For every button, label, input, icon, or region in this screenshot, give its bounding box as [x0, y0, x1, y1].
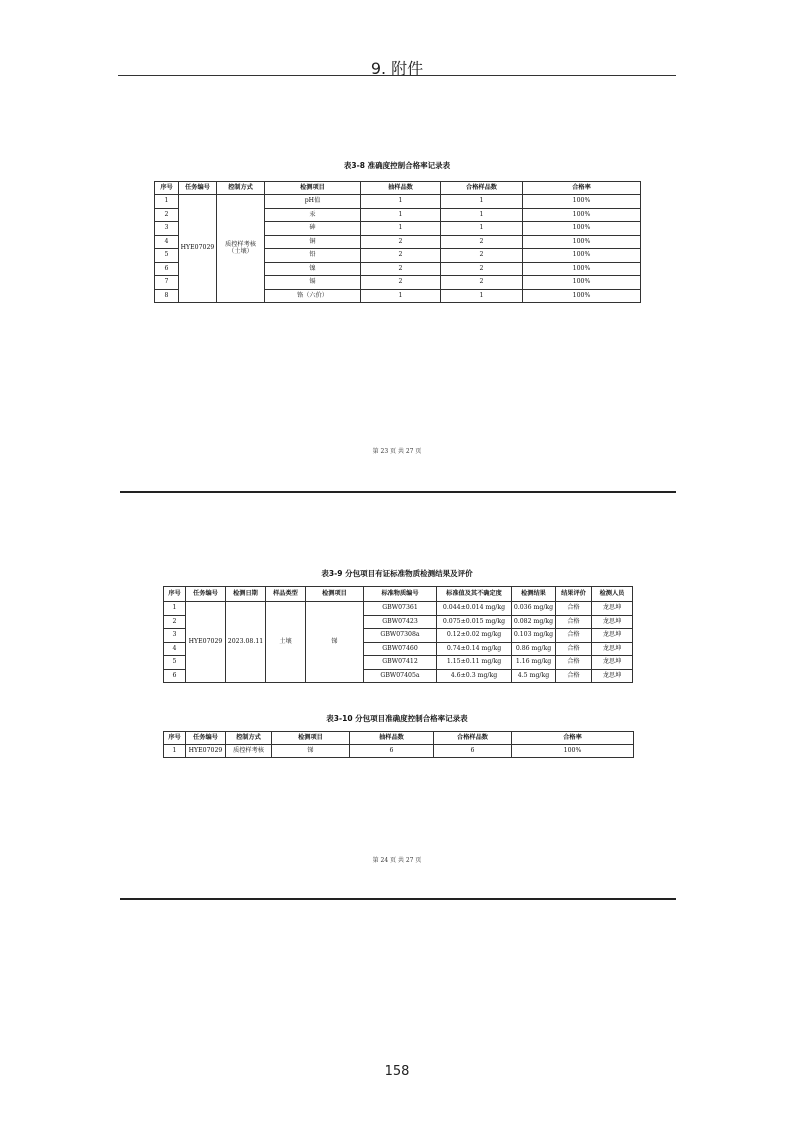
cell-count: 6	[350, 744, 434, 758]
cell-item: 铅	[265, 249, 361, 263]
cell-no: 5	[155, 249, 179, 263]
cell-ref: GBW07460	[364, 642, 437, 656]
table2-col-no: 序号	[164, 587, 186, 602]
cell-result: 4.5 mg/kg	[512, 669, 556, 683]
cell-method: 质控样考核	[226, 744, 272, 758]
cell-rate: 100%	[523, 249, 641, 263]
cell-person: 龙思坤	[592, 642, 633, 656]
table1-col-method: 控制方式	[217, 182, 265, 195]
page-mark-23: 第 23 页 共 27 页	[372, 448, 422, 455]
cell-rate: 100%	[523, 208, 641, 222]
cell-std: 0.74±0.14 mg/kg	[437, 642, 512, 656]
cell-item: 铬（六价）	[265, 289, 361, 303]
cell-pass: 1	[441, 208, 523, 222]
cell-no: 7	[155, 276, 179, 290]
table3-col-pass: 合格样品数	[434, 732, 512, 745]
cell-item: 汞	[265, 208, 361, 222]
cell-person: 龙思坤	[592, 656, 633, 670]
cell-no: 1	[164, 602, 186, 616]
cell-no: 3	[155, 222, 179, 236]
table-row	[155, 195, 641, 209]
cell-no: 3	[164, 629, 186, 643]
table2-col-eval: 结果评价	[556, 587, 592, 602]
cell-eval: 合格	[556, 642, 592, 656]
cell-task: HYE07029	[186, 744, 226, 758]
cell-rate: 100%	[523, 195, 641, 209]
cell-person: 龙思坤	[592, 669, 633, 683]
table-row	[164, 744, 634, 758]
cell-no: 6	[164, 669, 186, 683]
cell-no: 8	[155, 289, 179, 303]
table2-col-date: 检测日期	[226, 587, 266, 602]
table3-col-no: 序号	[164, 732, 186, 745]
table1-method-line1: 质控样考核	[225, 241, 256, 248]
cell-person: 龙思坤	[592, 602, 633, 616]
cell-item: 锑	[272, 744, 350, 758]
cell-eval: 合格	[556, 602, 592, 616]
cell-result: 0.082 mg/kg	[512, 615, 556, 629]
table2-sample-type: 土壤	[266, 602, 306, 683]
table1-col-no: 序号	[155, 182, 179, 195]
cell-std: 0.044±0.014 mg/kg	[437, 602, 512, 616]
cell-rate: 100%	[512, 744, 634, 758]
cell-pass: 2	[441, 235, 523, 249]
page-separator	[120, 898, 676, 900]
cell-item: pH值	[265, 195, 361, 209]
table1	[154, 181, 641, 303]
cell-no: 6	[155, 262, 179, 276]
cell-rate: 100%	[523, 276, 641, 290]
table2-header-row	[164, 587, 633, 602]
cell-ref: GBW07308a	[364, 629, 437, 643]
table2-col-result: 检测结果	[512, 587, 556, 602]
page-separator	[120, 491, 676, 493]
table2-col-task: 任务编号	[186, 587, 226, 602]
table2-col-std: 标准值及其不确定度	[437, 587, 512, 602]
cell-eval: 合格	[556, 656, 592, 670]
page-mark-24: 第 24 页 共 27 页	[372, 857, 422, 864]
table1-col-pass: 合格样品数	[441, 182, 523, 195]
cell-pass: 2	[441, 276, 523, 290]
cell-result: 0.036 mg/kg	[512, 602, 556, 616]
cell-rate: 100%	[523, 222, 641, 236]
cell-item: 镉	[265, 276, 361, 290]
table3	[163, 731, 634, 758]
cell-no: 2	[155, 208, 179, 222]
cell-std: 0.12±0.02 mg/kg	[437, 629, 512, 643]
table2-caption: 表3-9 分包项目有证标准物质检测结果及评价	[321, 569, 473, 578]
table2-col-ref: 标准物质编号	[364, 587, 437, 602]
cell-no: 4	[155, 235, 179, 249]
table2-col-sample: 样品类型	[266, 587, 306, 602]
cell-item: 砷	[265, 222, 361, 236]
cell-no: 2	[164, 615, 186, 629]
cell-ref: GBW07423	[364, 615, 437, 629]
table2	[163, 586, 633, 683]
page-number: 158	[384, 1064, 410, 1079]
table1-caption: 表3-8 准确度控制合格率记录表	[343, 161, 451, 170]
cell-pass: 6	[434, 744, 512, 758]
cell-eval: 合格	[556, 669, 592, 683]
cell-std: 4.6±0.3 mg/kg	[437, 669, 512, 683]
cell-pass: 1	[441, 195, 523, 209]
cell-count: 2	[361, 262, 441, 276]
cell-pass: 1	[441, 289, 523, 303]
cell-count: 2	[361, 235, 441, 249]
table3-col-item: 检测项目	[272, 732, 350, 745]
cell-pass: 2	[441, 249, 523, 263]
table1-header-row	[155, 182, 641, 195]
cell-count: 1	[361, 208, 441, 222]
cell-ref: GBW07405a	[364, 669, 437, 683]
cell-rate: 100%	[523, 262, 641, 276]
table2-item: 锑	[306, 602, 364, 683]
cell-pass: 2	[441, 262, 523, 276]
cell-item: 铜	[265, 235, 361, 249]
table3-header-row	[164, 732, 634, 745]
cell-pass: 1	[441, 222, 523, 236]
table1-task-id: HYE07029	[179, 195, 217, 303]
cell-result: 0.103 mg/kg	[512, 629, 556, 643]
cell-eval: 合格	[556, 615, 592, 629]
table2-task-id: HYE07029	[186, 602, 226, 683]
cell-no: 4	[164, 642, 186, 656]
cell-no: 1	[155, 195, 179, 209]
table2-col-person: 检测人员	[592, 587, 633, 602]
running-header: 9. 附件	[370, 59, 424, 78]
cell-no: 5	[164, 656, 186, 670]
cell-item: 镍	[265, 262, 361, 276]
cell-rate: 100%	[523, 289, 641, 303]
cell-count: 1	[361, 289, 441, 303]
cell-result: 1.16 mg/kg	[512, 656, 556, 670]
cell-no: 1	[164, 744, 186, 758]
cell-ref: GBW07361	[364, 602, 437, 616]
cell-count: 2	[361, 249, 441, 263]
table1-method-line2: （土壤）	[228, 247, 253, 255]
cell-result: 0.86 mg/kg	[512, 642, 556, 656]
table3-col-rate: 合格率	[512, 732, 634, 745]
table3-col-task: 任务编号	[186, 732, 226, 745]
cell-person: 龙思坤	[592, 615, 633, 629]
table1-method	[217, 195, 265, 303]
table2-col-item: 检测项目	[306, 587, 364, 602]
table3-col-count: 抽样品数	[350, 732, 434, 745]
table1-col-rate: 合格率	[523, 182, 641, 195]
header-rule	[118, 75, 676, 76]
cell-std: 1.15±0.11 mg/kg	[437, 656, 512, 670]
table1-col-count: 抽样品数	[361, 182, 441, 195]
cell-count: 1	[361, 195, 441, 209]
cell-ref: GBW07412	[364, 656, 437, 670]
table3-col-method: 控制方式	[226, 732, 272, 745]
cell-count: 1	[361, 222, 441, 236]
cell-std: 0.075±0.015 mg/kg	[437, 615, 512, 629]
cell-rate: 100%	[523, 235, 641, 249]
cell-count: 2	[361, 276, 441, 290]
table-row	[164, 602, 633, 616]
cell-person: 龙思坤	[592, 629, 633, 643]
table1-col-task: 任务编号	[179, 182, 217, 195]
table1-col-item: 检测项目	[265, 182, 361, 195]
cell-eval: 合格	[556, 629, 592, 643]
table3-caption: 表3-10 分包项目准确度控制合格率记录表	[326, 714, 468, 723]
table2-date: 2023.08.11	[226, 602, 266, 683]
